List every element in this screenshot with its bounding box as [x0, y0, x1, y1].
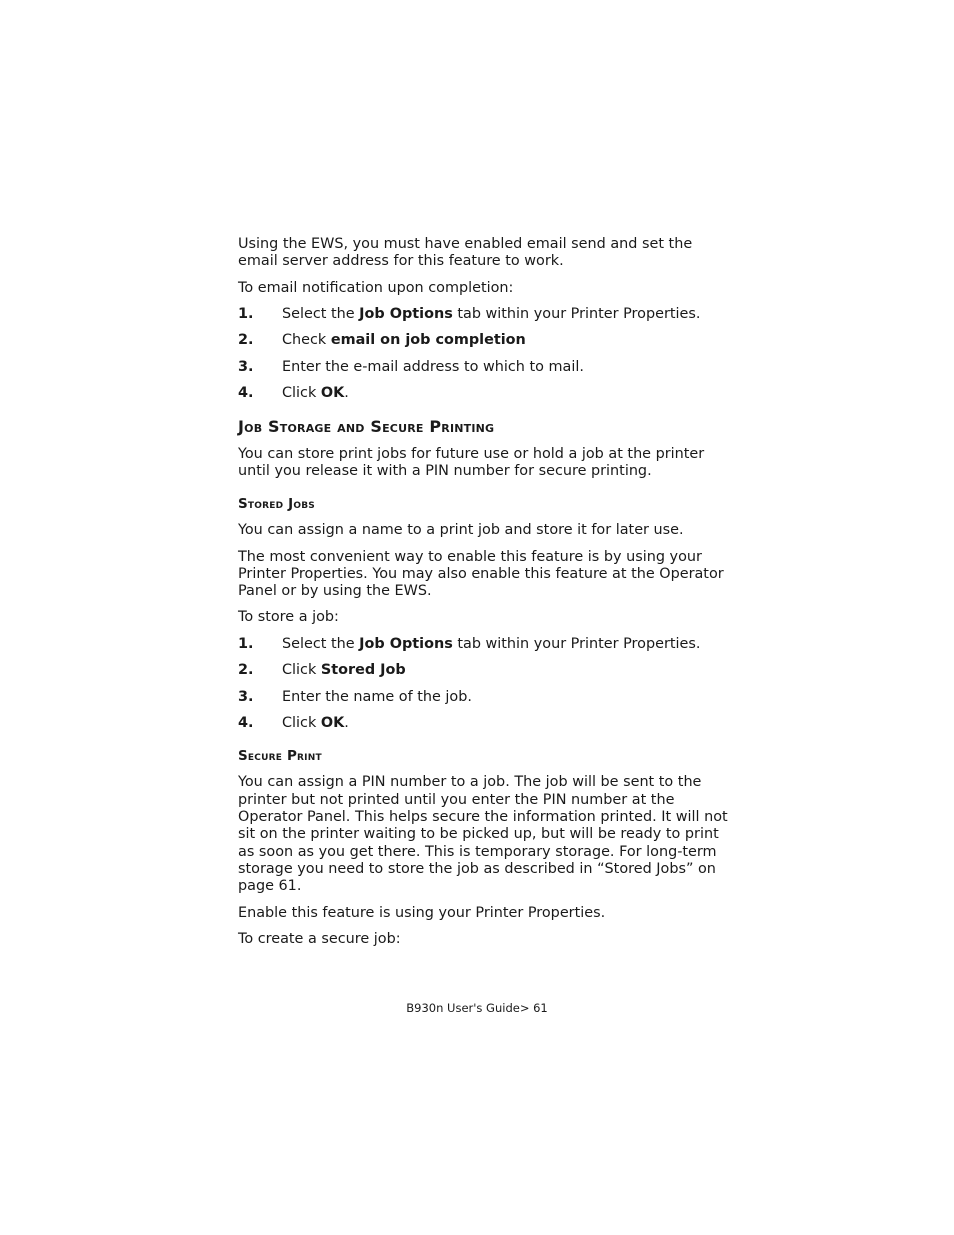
step-number: 2.: [238, 332, 254, 349]
step-text: Enter the name of the job.: [282, 688, 472, 705]
list-item: [238, 689, 728, 706]
email-steps-list: [238, 306, 728, 403]
subsection-heading-secure-print: Secure Print: [238, 748, 322, 765]
step-number: 4.: [238, 385, 254, 402]
list-item: [238, 332, 728, 349]
step-text: Click Stored Job: [282, 662, 406, 679]
step-number: 3.: [238, 358, 254, 375]
section-heading-job-storage: Job Storage and Secure Printing: [238, 416, 495, 436]
step-number: 2.: [238, 662, 254, 679]
list-item: [238, 715, 728, 732]
stored-steps-list: [238, 636, 728, 733]
list-item: [238, 359, 728, 376]
stored-jobs-paragraph-1: You can assign a name to a print job and store it for later use.: [238, 522, 684, 539]
intro-paragraph: Using the EWS, you must have enabled email send and set the email server address for this feature to work.: [238, 236, 693, 270]
subsection-heading-stored-jobs: Stored Jobs: [238, 496, 315, 513]
step-text: Select the Job Options tab within your Printer Properties.: [282, 305, 701, 322]
step-number: 1.: [238, 635, 254, 652]
secure-print-steps-lead: To create a secure job:: [238, 930, 401, 947]
secure-print-paragraph-2: Enable this feature is using your Printer Properties.: [238, 904, 606, 921]
step-text: Check email on job completion: [282, 332, 526, 349]
step-number: 3.: [238, 688, 254, 705]
email-steps-lead: To email notification upon completion:: [238, 279, 514, 296]
stored-jobs-steps-lead: To store a job:: [238, 609, 339, 626]
step-text: Click OK.: [282, 385, 349, 402]
list-item: [238, 636, 728, 653]
list-item: [238, 385, 728, 402]
step-number: 4.: [238, 715, 254, 732]
secure-print-paragraph-1: You can assign a PIN number to a job. The job will be sent to the printer but not printed until you enter the PIN number at the Operator Panel. This helps secure the information printed. It will not sit on the printer waiting to be picked up, but will be ready to print as soon as you get there. This is temporary storage. For long-term storage you need to store the job as described in “Stored Jobs” on page 61.: [238, 774, 728, 895]
step-text: Enter the e-mail address to which to mail.: [282, 358, 584, 375]
step-number: 1.: [238, 305, 254, 322]
page-footer: B930n User's Guide> 61: [406, 1001, 548, 1015]
list-item: [238, 306, 728, 323]
page-content: [238, 236, 728, 957]
step-text: Select the Job Options tab within your Printer Properties.: [282, 635, 701, 652]
job-storage-paragraph: You can store print jobs for future use or hold a job at the printer until you release it with a PIN number for secure printing.: [238, 445, 705, 479]
stored-jobs-paragraph-2: The most convenient way to enable this feature is by using your Printer Properties. You may also enable this feature at the Operator Panel or by using the EWS.: [238, 548, 724, 600]
step-text: Click OK.: [282, 715, 349, 732]
list-item: [238, 662, 728, 679]
